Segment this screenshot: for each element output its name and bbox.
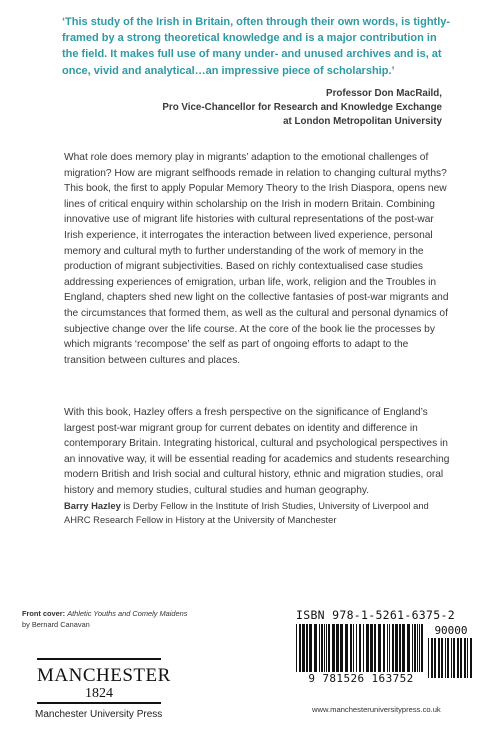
barcode-bar (453, 638, 455, 678)
logo-box (37, 658, 171, 704)
endorser-role-line-1: Pro Vice-Chancellor for Research and Knowledge Exchange (162, 102, 442, 113)
barcode-bar (299, 624, 301, 674)
barcode-bar (387, 624, 388, 674)
barcode-bar (395, 624, 398, 674)
barcode-bar (417, 624, 418, 674)
barcode-bar (336, 624, 339, 674)
barcode-bar (332, 624, 335, 674)
barcode-bar (374, 624, 376, 674)
barcode-bar (328, 624, 330, 674)
barcode-bar (421, 624, 423, 674)
endorser-name: Professor Don MacRaild, (326, 88, 442, 99)
barcode-bar (314, 624, 317, 674)
author-bio-text: is Derby Fellow in the Institute of Irish Studies, University of Liverpool and AHRC Research Fellow in History at the University of Manchester (64, 500, 429, 526)
barcode-bar (414, 624, 416, 674)
barcode-bar (350, 624, 352, 674)
barcode-bar (378, 624, 381, 674)
barcode-bar (324, 624, 325, 674)
barcode-bar (359, 624, 361, 674)
barcode-bar (457, 638, 459, 678)
barcode-bar (438, 638, 440, 678)
cover-credit-label: Front cover: (22, 609, 66, 618)
cover-credit (22, 608, 197, 630)
author-bio (64, 499, 456, 527)
barcode-bar (296, 624, 297, 674)
description-paragraph-2: With this book, Hazley offers a fresh perspective on the significance of England’s largest post-war migrant group for current debates on identity and difference in contemporary Britain. Integrating historical, cultural and psychological perspectives in an innovative way, it will be essential reading for academics and students researching modern British and Irish social and cultural history, ethnic and migration studies, oral history and memory studies, cultural studies and human geography. (64, 407, 450, 496)
barcode-bar (389, 624, 390, 674)
barcode-bar (370, 624, 373, 674)
barcode-bar (460, 638, 462, 678)
author-name: Barry Hazley (64, 500, 121, 511)
barcode-bar (467, 638, 468, 678)
publisher-website: www.manchesteruniversitypress.co.uk (312, 705, 441, 714)
endorsement-attribution (112, 87, 442, 129)
barcode-bar (392, 624, 394, 674)
barcode-bar (419, 624, 420, 674)
barcode-bar (402, 624, 405, 674)
barcode-bar (366, 624, 369, 674)
press-name: Manchester University Press (35, 709, 163, 720)
barcode-bar (309, 624, 312, 674)
logo-wordmark: MANCHESTER (37, 665, 171, 686)
barcode-bar (356, 624, 357, 674)
cover-artwork-title: Athletic Youths and Comely Maidens (67, 609, 188, 618)
endorsement-quote: ‘This study of the Irish in Britain, often through their own words, is tightly-framed by a strong theoretical knowledge and is a major contribution in the field. It makes full use of many under- and unused archives and is, at once, vivid and analytical…an impressive piece of scholarship.’ (62, 16, 451, 77)
barcode-bar (353, 624, 354, 674)
isbn-label: ISBN 978-1-5261-6375-2 (296, 608, 455, 622)
barcode-bar (434, 638, 436, 678)
endorser-role-line-2: at London Metropolitan University (283, 116, 442, 127)
barcode-bar (431, 638, 433, 678)
barcode-bar (363, 624, 364, 674)
cover-artist: by Bernard Canavan (22, 620, 90, 629)
barcode-bar (306, 624, 308, 674)
ean-digits: 9 781526 163752 (296, 672, 426, 685)
barcode-bar (326, 624, 327, 674)
barcode-bar (470, 638, 472, 678)
barcode-bar (445, 638, 446, 678)
description-paragraph-1: What role does memory play in migrants’ adaption to the emotional challenges of migration? How are migrant selfhoods remade in relation to changing cultural myths? This book, the first to apply Popular Memory Theory to the Irish Diaspora, opens new lines of critical enquiry within scholarship on the Irish in modern Britain. Combining innovative use of migrant life histories with cultural representations of the post-war Irish experience, it interrogates the interaction between lived experience, personal memory and cultural myth to further understanding of the work of memory in the production of migrant subjectivities. Based on richly contextualised case studies addressing experiences of emigration, urban life, work, religion and the Troubles in England, chapters shed new light on the collective fantasies of post-war migrants and the circumstances that formed them, as well as the cultural and personal dynamics of subjective change over the life course. At the core of the book lie the processes by which migrants ‘recompose’ the self as part of ongoing efforts to adapt to the transition between cultures and places. (64, 152, 449, 366)
barcode-bar (399, 624, 401, 674)
barcode-bar (412, 624, 413, 674)
barcode-bar (383, 624, 385, 674)
barcode-bar (319, 624, 320, 674)
isbn-barcode (296, 608, 476, 688)
barcode-bar (451, 638, 452, 678)
barcode-bar (345, 624, 348, 674)
barcode-bar (464, 638, 466, 678)
barcode-bar (321, 624, 323, 674)
barcode-bar (340, 624, 343, 674)
logo-year: 1824 (85, 686, 113, 701)
barcode-bar (407, 624, 410, 674)
addon-digits: 90000 (434, 624, 468, 637)
publisher-logo (35, 658, 171, 724)
barcode-bar (302, 624, 305, 674)
barcode-bar (447, 638, 449, 678)
barcode-bar (441, 638, 443, 678)
barcode-bar (428, 638, 429, 678)
